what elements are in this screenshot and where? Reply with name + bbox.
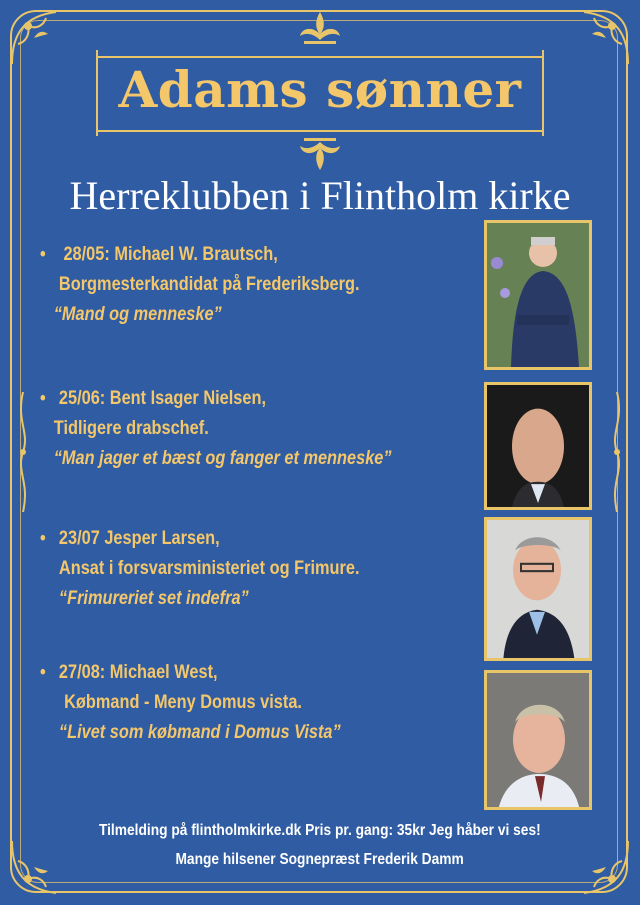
registration-text: Tilmelding på flintholmkirke.dk Pris pr. gang: 35kr Jeg håber vi ses! <box>99 822 541 839</box>
bullet-icon: • <box>40 528 46 549</box>
speaker-photo <box>484 517 592 661</box>
event-item <box>40 240 460 330</box>
event-description: Tidligere drabschef. <box>53 418 209 439</box>
event-heading <box>40 524 401 554</box>
registration-info <box>0 822 640 840</box>
speaker-photo <box>484 670 592 810</box>
event-item <box>40 524 460 614</box>
event-topic: “Frimureriet set indefra” <box>58 588 249 609</box>
side-flourish-icon <box>14 392 32 512</box>
event-description: Købmand - Meny Domus vista. <box>64 692 302 713</box>
event-date-speaker: 25/06: Bent Isager Nielsen, <box>58 388 266 409</box>
page-title: Adams sønner <box>118 60 522 119</box>
bullet-icon: • <box>40 388 46 409</box>
event-item <box>40 658 460 748</box>
event-description: Borgmesterkandidat på Frederiksberg. <box>58 274 360 295</box>
speaker-photo <box>484 220 592 370</box>
event-item <box>40 384 460 474</box>
event-date-speaker: 23/07 Jesper Larsen, <box>58 528 220 549</box>
signature-line <box>0 851 640 869</box>
event-description: Ansat i forsvarsministeriet og Frimure. <box>58 558 360 579</box>
bullet-icon: • <box>40 244 46 265</box>
page-subtitle: Herreklubben i Flintholm kirke <box>69 173 571 218</box>
side-flourish-icon <box>608 392 626 512</box>
event-topic: “Man jager et bæst og fanger et menneske” <box>53 448 392 469</box>
event-date-speaker: 28/05: Michael W. Brautsch, <box>63 244 278 265</box>
event-heading <box>40 658 401 688</box>
signature-text: Mange hilsener Sognepræst Frederik Damm <box>175 851 465 868</box>
event-heading <box>40 384 401 414</box>
fleur-de-lis-icon <box>290 134 350 174</box>
event-date-speaker: 27/08: Michael West, <box>58 662 218 683</box>
bullet-icon: • <box>40 662 46 683</box>
event-heading <box>40 240 401 270</box>
event-topic: “Livet som købmand i Domus Vista” <box>58 722 341 743</box>
event-topic: “Mand og menneske” <box>53 304 222 325</box>
fleur-de-lis-icon <box>290 8 350 48</box>
speaker-photo <box>484 382 592 510</box>
